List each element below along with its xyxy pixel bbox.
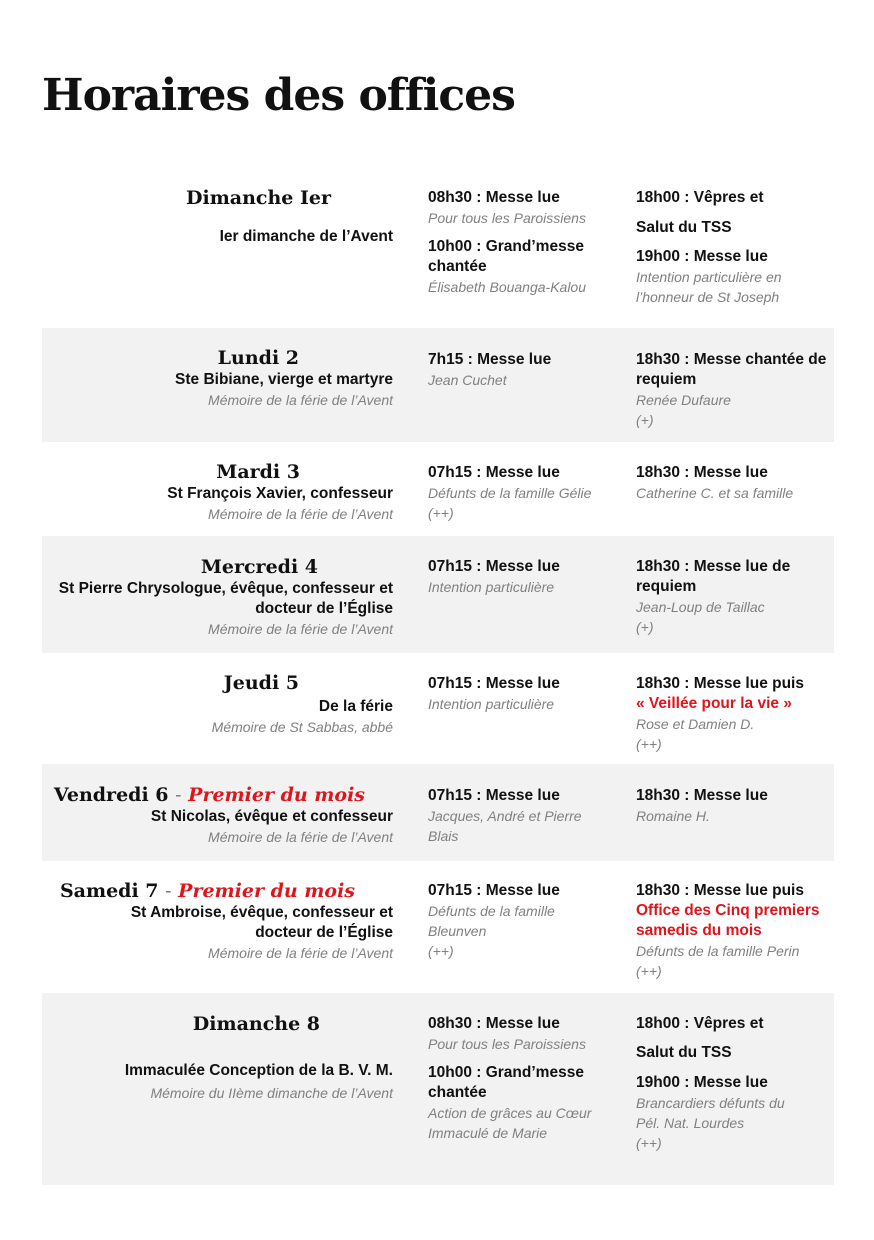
mass-time: 08h30 : Messe lue <box>428 189 560 206</box>
office-time: 18h00 : Vêpres et <box>636 189 764 206</box>
commemoration: Mémoire de la férie de l’Avent <box>208 829 393 845</box>
day-row-mardi-3 <box>42 442 834 536</box>
mass-intention: Pour tous les Paroissiens <box>428 1036 586 1052</box>
mass-intention: Pour tous les Paroissiens <box>428 210 586 226</box>
day-name <box>42 783 393 807</box>
mass-note: (++) <box>636 1135 662 1151</box>
mass-intention: Jean-Loup de Taillac <box>636 599 765 615</box>
mass-intention: Défunts de la famille Gélie <box>428 485 592 501</box>
day-name: Mardi 3 <box>216 461 300 483</box>
day-label: Samedi 7 <box>59 880 159 902</box>
day-name: Dimanche Ier <box>186 187 331 209</box>
saint-of-day: De la férie <box>318 698 393 715</box>
mass-intention: Défunts de la famille Perin <box>636 943 800 959</box>
mass-time: 18h30 : Messe lue puis <box>636 675 804 692</box>
first-of-month-label: Premier du mois <box>188 784 365 806</box>
saint-of-day: St Pierre Chrysologue, évêque, confesseur et docteur de l’Église <box>58 580 393 617</box>
mass-intention: Jean Cuchet <box>428 372 507 388</box>
saint-of-day: St François Xavier, confesseur <box>167 485 393 502</box>
office-time: 18h00 : Vêpres et <box>636 1015 764 1032</box>
day-name: Lundi 2 <box>217 347 299 369</box>
day-row-mercredi-4 <box>42 536 834 653</box>
mass-note: (++) <box>636 963 662 979</box>
day-name: Mercredi 4 <box>200 556 318 578</box>
day-row-vendredi-6 <box>42 764 834 861</box>
day-name: Dimanche 8 <box>192 1013 320 1035</box>
mass-time: 18h30 : Messe chantée de requiem <box>636 351 827 388</box>
mass-note: (+) <box>636 619 654 635</box>
mass-intention: Défunts de la famille Bleunven <box>428 903 555 939</box>
office-time: Salut du TSS <box>636 1044 732 1061</box>
mass-time: 07h15 : Messe lue <box>428 882 560 899</box>
mass-time: 10h00 : Grand’messe chantée <box>428 238 584 275</box>
mass-time: 07h15 : Messe lue <box>428 787 560 804</box>
mass-intention: Renée Dufaure <box>636 392 731 408</box>
mass-intention: Intention particulière <box>428 696 555 712</box>
commemoration: Mémoire du IIème dimanche de l’Avent <box>150 1085 393 1101</box>
mass-time: 08h30 : Messe lue <box>428 1015 560 1032</box>
mass-time: 19h00 : Messe lue <box>636 1074 768 1091</box>
mass-intention: Intention particulière <box>428 579 555 595</box>
day-label: Vendredi 6 <box>53 784 169 806</box>
mass-intention: Catherine C. et sa famille <box>636 485 794 501</box>
day-row-samedi-7 <box>42 861 834 993</box>
day-row-dimanche-1 <box>42 176 834 328</box>
mass-note: (++) <box>428 943 454 959</box>
mass-time: 07h15 : Messe lue <box>428 464 560 481</box>
commemoration: Mémoire de la férie de l’Avent <box>208 506 393 522</box>
mass-intention: Intention particulière en l’honneur de St Joseph <box>636 269 782 305</box>
liturgical-day: Ier dimanche de l’Avent <box>219 228 393 245</box>
mass-time: 19h00 : Messe lue <box>636 248 768 265</box>
saint-of-day: Ste Bibiane, vierge et martyre <box>175 371 393 388</box>
mass-time: 18h30 : Messe lue <box>636 787 768 804</box>
day-name <box>42 879 393 903</box>
mass-time: 07h15 : Messe lue <box>428 558 560 575</box>
office-time: Salut du TSS <box>636 219 732 236</box>
first-of-month-label: Premier du mois <box>178 880 355 902</box>
mass-time: 18h30 : Messe lue <box>636 464 768 481</box>
mass-time: 07h15 : Messe lue <box>428 675 560 692</box>
mass-intention: Rose et Damien D. <box>636 716 755 732</box>
event-highlight: « Veillée pour la vie » <box>636 695 792 712</box>
day-row-lundi-2 <box>42 328 834 442</box>
saint-of-day: St Ambroise, évêque, confesseur et docteur de l’Église <box>130 904 393 941</box>
mass-note: (++) <box>428 505 454 521</box>
day-separator: - <box>165 880 172 902</box>
page-title: Horaires des offices <box>42 70 515 121</box>
mass-intention: Brancardiers défunts du Pél. Nat. Lourdes <box>636 1095 785 1131</box>
mass-time: 10h00 : Grand’messe chantée <box>428 1064 584 1101</box>
mass-note: (++) <box>636 736 662 752</box>
mass-time: 18h30 : Messe lue de requiem <box>636 558 791 595</box>
day-row-dimanche-8 <box>42 993 834 1185</box>
mass-intention: Action de grâces au Cœur Immaculé de Marie <box>428 1105 592 1141</box>
event-highlight: Office des Cinq premiers samedis du mois <box>636 902 820 939</box>
commemoration: Mémoire de la férie de l’Avent <box>208 621 393 637</box>
day-name: Jeudi 5 <box>223 672 299 694</box>
saint-of-day: St Nicolas, évêque et confesseur <box>150 808 393 825</box>
mass-intention: Élisabeth Bouanga-Kalou <box>428 279 587 295</box>
mass-time: 7h15 : Messe lue <box>428 351 552 368</box>
day-separator: - <box>175 784 182 806</box>
liturgical-day: Immaculée Conception de la B. V. M. <box>124 1062 393 1079</box>
mass-time: 18h30 : Messe lue puis <box>636 882 804 899</box>
commemoration: Mémoire de St Sabbas, abbé <box>211 719 393 735</box>
mass-intention: Jacques, André et Pierre Blais <box>428 808 582 844</box>
commemoration: Mémoire de la férie de l’Avent <box>208 945 393 961</box>
mass-intention: Romaine H. <box>636 808 710 824</box>
commemoration: Mémoire de la férie de l’Avent <box>208 392 393 408</box>
mass-note: (+) <box>636 412 654 428</box>
day-row-jeudi-5 <box>42 653 834 764</box>
